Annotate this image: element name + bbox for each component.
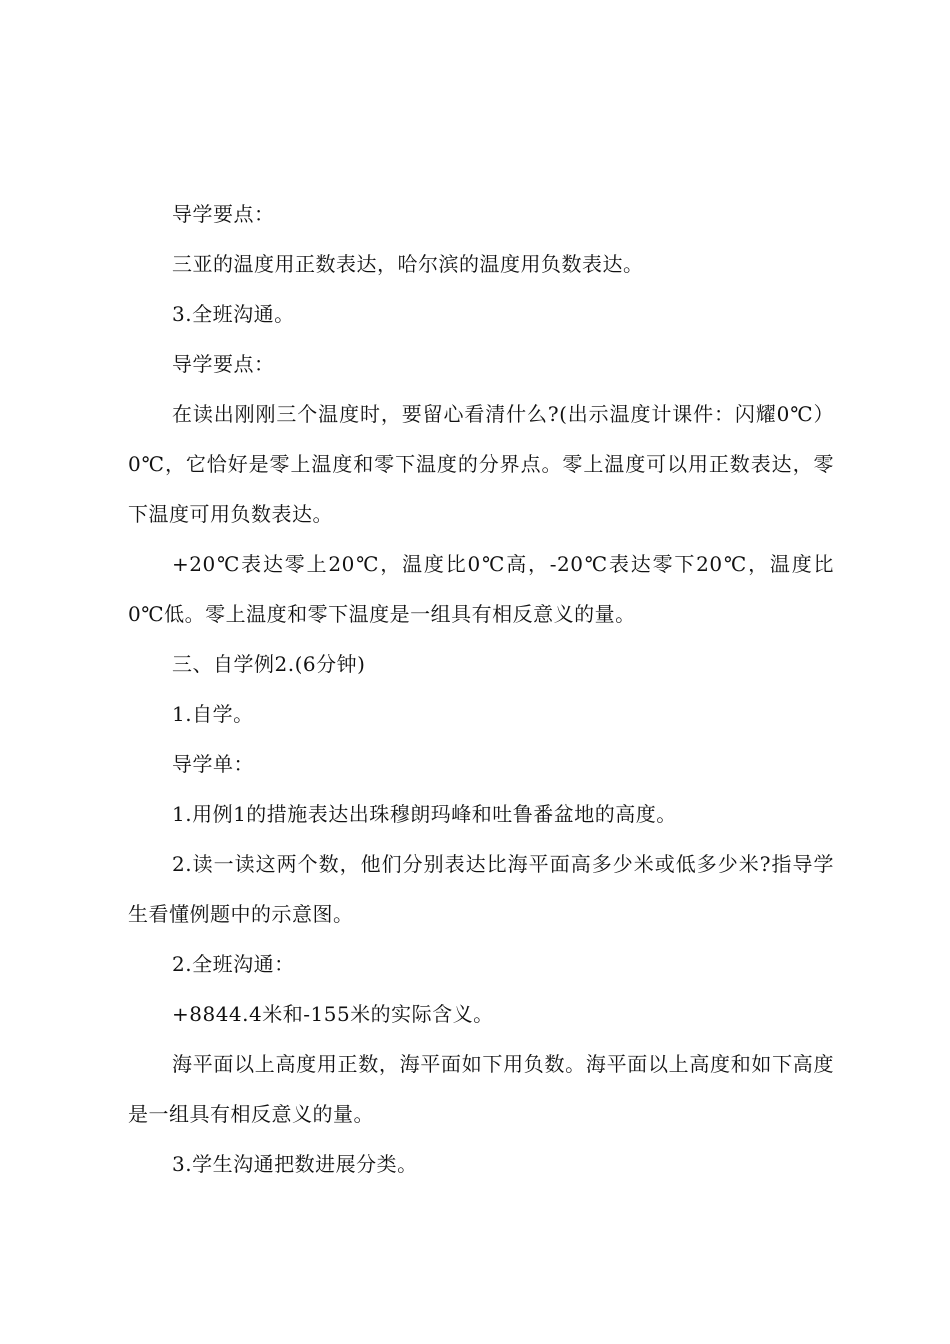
- paragraph: 在读出刚刚三个温度时，要留心看清什么?(出示温度计课件：闪耀0℃）0℃，它恰好是零上温度和零下温度的分界点。零上温度可以用正数表达，零下温度可用负数表达。: [128, 402, 834, 526]
- paragraph: 1.用例1的措施表达出珠穆朗玛峰和吐鲁番盆地的高度。: [172, 802, 677, 826]
- paragraph: +8844.4米和-155米的实际含义。: [172, 1002, 494, 1026]
- paragraph: 3.学生沟通把数进展分类。: [172, 1152, 418, 1176]
- paragraph: 海平面以上高度用正数，海平面如下用负数。海平面以上高度和如下高度是一组具有相反意义的量。: [128, 1052, 834, 1126]
- paragraph: 2.读一读这两个数，他们分别表达比海平面高多少米或低多少米?指导学生看懂例题中的示意图。: [128, 852, 834, 926]
- paragraph: 1.自学。: [172, 702, 254, 726]
- paragraph: 导学要点：: [172, 202, 275, 226]
- paragraph: 3.全班沟通。: [172, 302, 295, 326]
- paragraph: 导学要点：: [172, 352, 275, 376]
- paragraph: 三、自学例2.(6分钟): [172, 652, 366, 676]
- paragraph: 导学单：: [172, 752, 254, 776]
- paragraph: 2.全班沟通：: [172, 952, 295, 976]
- document-body: [128, 189, 834, 1189]
- paragraph: +20℃表达零上20℃，温度比0℃高，-20℃表达零下20℃，温度比0℃低。零上温度和零下温度是一组具有相反意义的量。: [128, 552, 834, 626]
- paragraph: 三亚的温度用正数表达，哈尔滨的温度用负数表达。: [172, 252, 644, 276]
